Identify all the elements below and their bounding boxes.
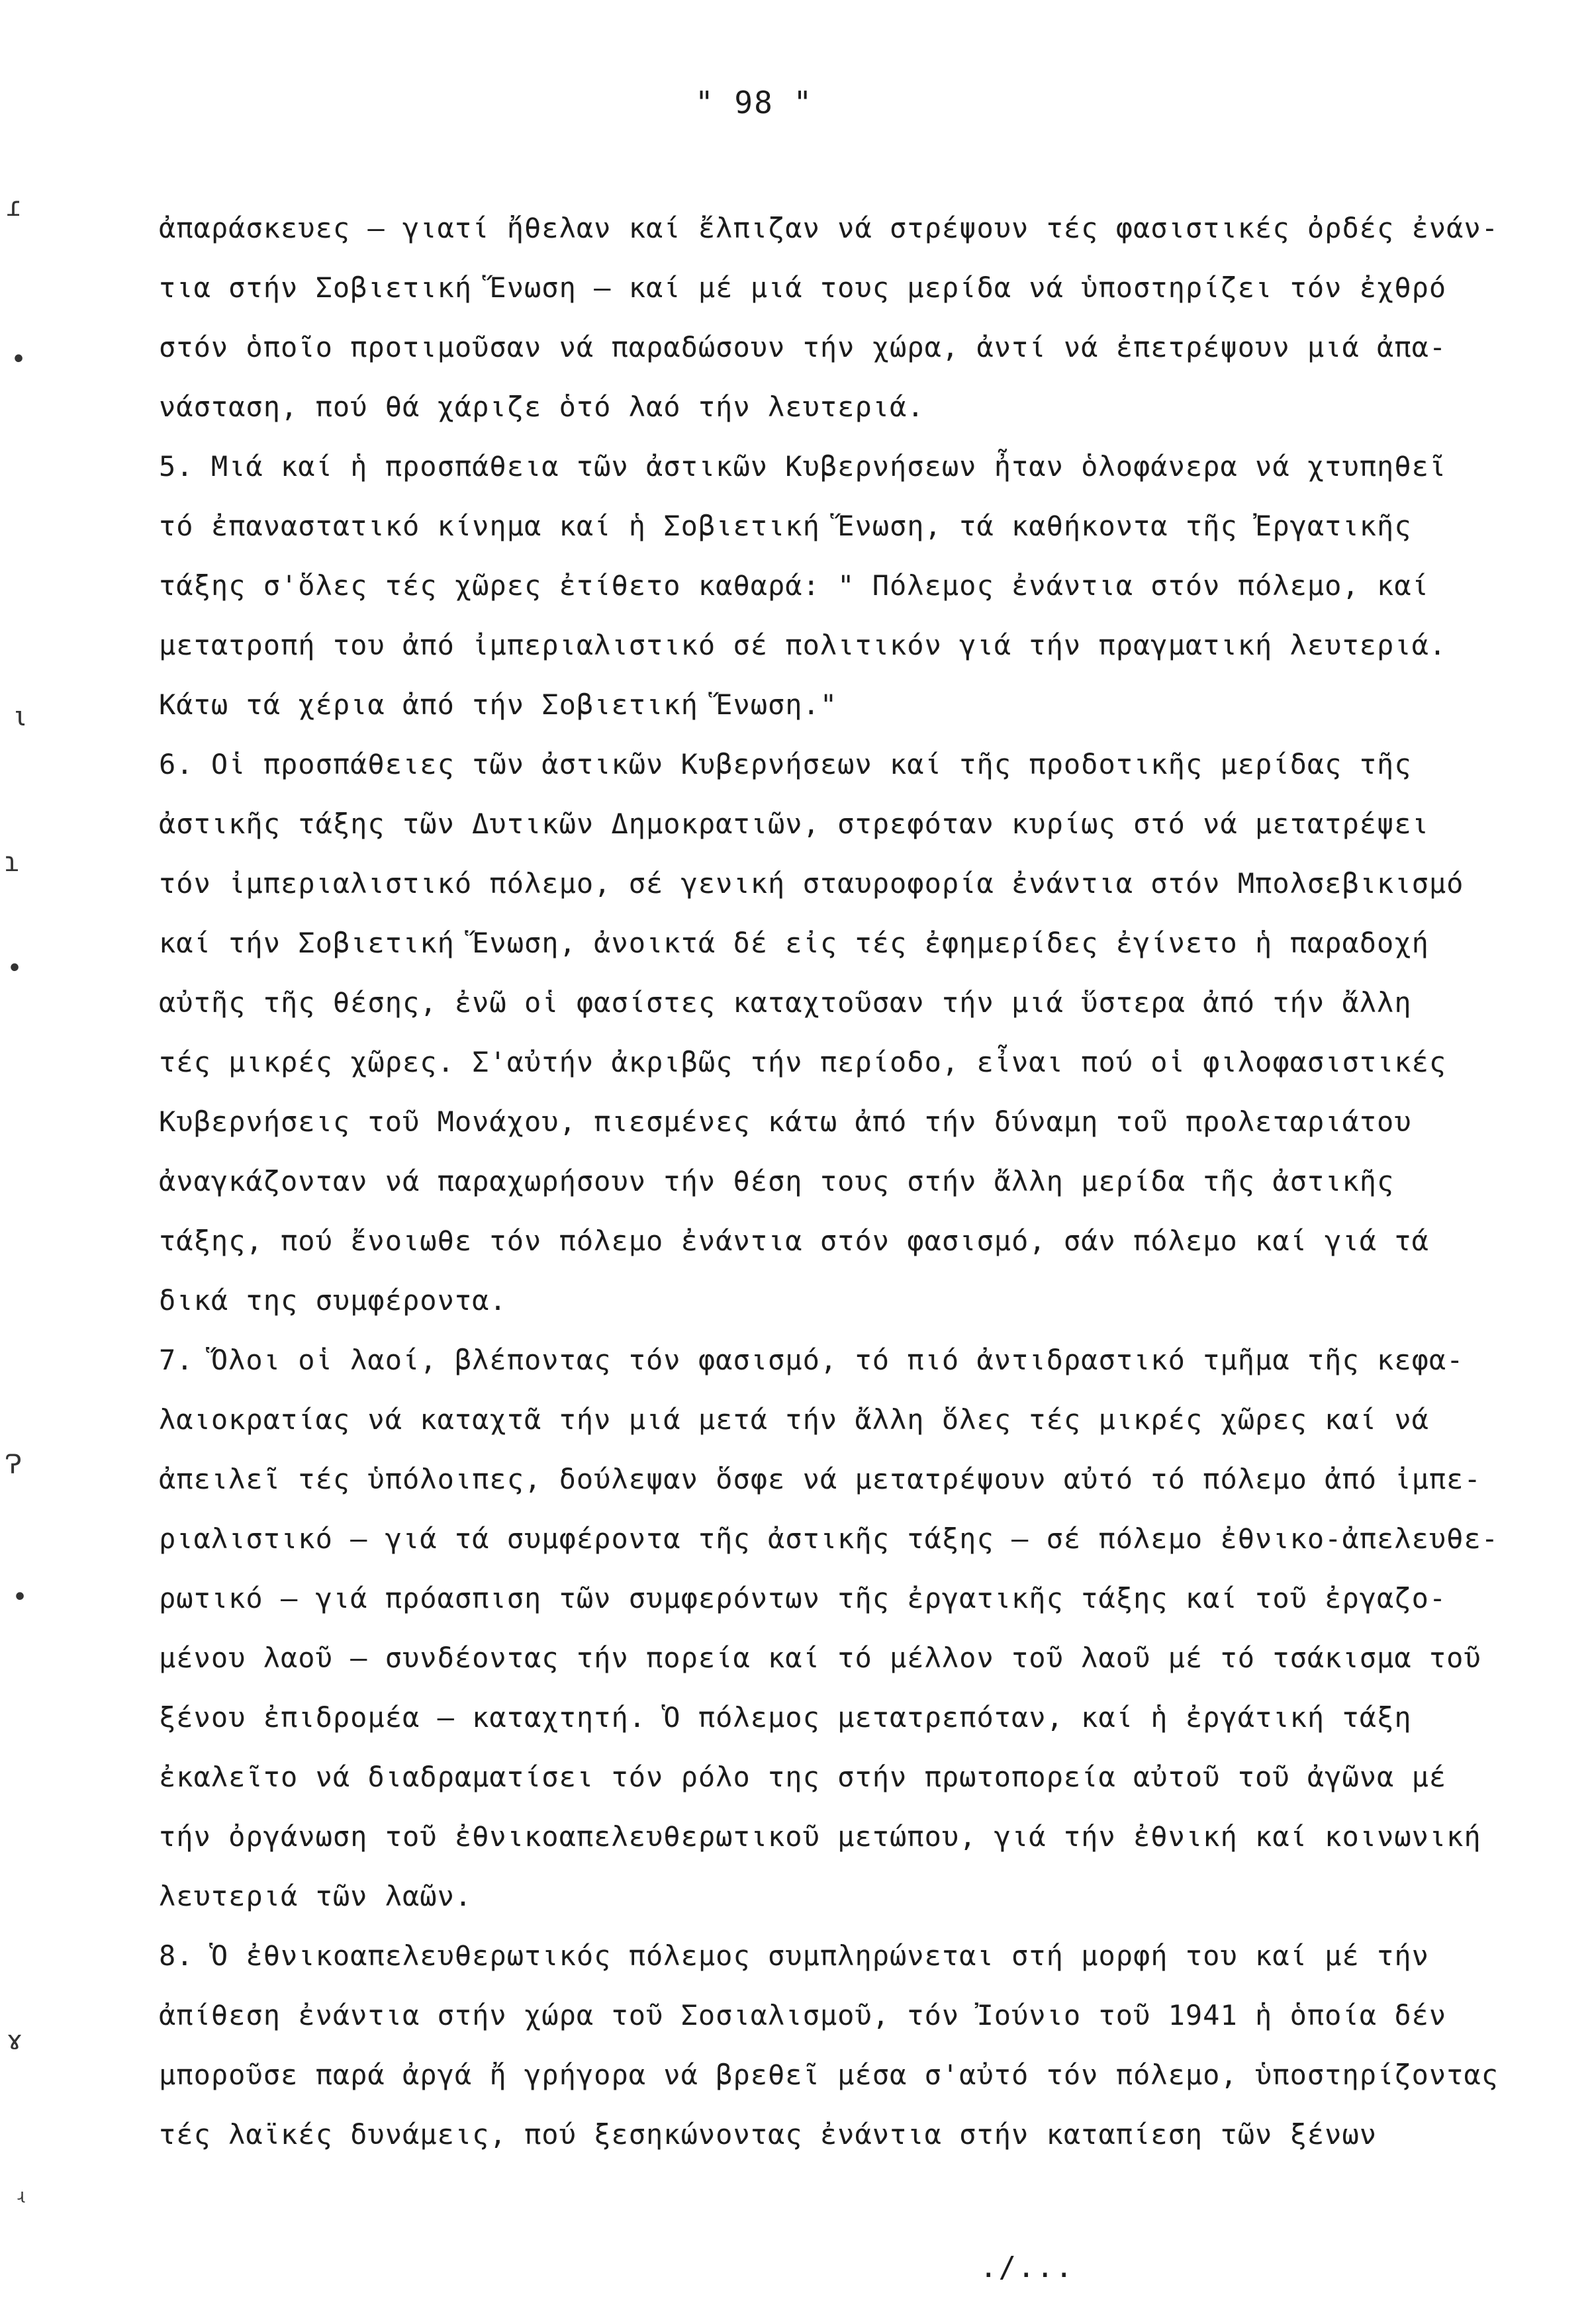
margin-mark: •	[7, 953, 23, 984]
margin-mark: ɤ	[7, 2025, 23, 2056]
text-line: νάσταση, πού θά χάριζε ὁτό λαό τήν λευτεριά.	[159, 391, 925, 423]
text-line: ἀστικῆς τάξης τῶν Δυτικῶν Δημοκρατιῶν, στρεφόταν κυρίως στό νά μετατρέψει	[159, 808, 1429, 840]
text-line: ἀπίθεση ἐνάντια στήν χώρα τοῦ Σοσιαλισμοῦ, τόν Ἰούνιο τοῦ 1941 ἡ ὁποία δέν	[159, 1999, 1447, 2031]
text-line: Κυβερνήσεις τοῦ Μονάχου, πιεσμένες κάτω ἀπό τήν δύναμη τοῦ προλεταριάτου	[159, 1105, 1412, 1138]
text-line: 7. Ὅλοι οἱ λαοί, βλέποντας τόν φασισμό, τό πιό ἀντιδραστικό τμῆμα τῆς κεφα-	[159, 1344, 1464, 1376]
text-line: ἀπειλεῖ τές ὑπόλοιπες, δούλεψαν ὅσφε νά μετατρέψουν αὐτό τό πόλεμο ἀπό ἰμπε-	[159, 1463, 1481, 1495]
margin-mark: ɾ	[5, 192, 22, 222]
text-line: 8. Ὁ ἐθνικοαπελευθερωτικός πόλεμος συμπληρώνεται στή μορφή του καί μέ τήν	[159, 1939, 1429, 1972]
margin-mark: ι	[12, 702, 28, 732]
text-line: τές λαϊκές δυνάμεις, πού ξεσηκώνοντας ἐνάντια στήν καταπίεση τῶν ξένων	[159, 2118, 1378, 2151]
margin-mark: •	[12, 1582, 28, 1612]
text-line: τές μικρές χῶρες. Σ'αὐτήν ἀκριβῶς τήν περίοδο, εἶναι πού οἱ φιλοφασιστικές	[159, 1046, 1447, 1078]
text-line: τό ἐπαναστατικό κίνημα καί ἡ Σοβιετική Ἕνωση, τά καθήκοντα τῆς Ἐργατικῆς	[159, 510, 1412, 542]
text-line: ρωτικό – γιά πρόασπιση τῶν συμφερόντων τῆς ἐργατικῆς τάξης καί τοῦ ἐργαζο-	[159, 1582, 1447, 1614]
continuation-mark: ./...	[980, 2251, 1074, 2284]
text-line: μετατροπή του ἀπό ἰμπεριαλιστικό σέ πολιτικόν γιά τήν πραγματική λευτεριά.	[159, 629, 1447, 661]
text-line: τάξης σ'ὅλες τές χῶρες ἐτίθετο καθαρά: " Πόλεμος ἐνάντια στόν πόλεμο, καί	[159, 569, 1429, 602]
body-text	[159, 199, 1509, 2164]
text-line: ἀναγκάζονταν νά παραχωρήσουν τήν θέση τους στήν ἄλλη μερίδα τῆς ἀστικῆς	[159, 1165, 1395, 1197]
text-line: λευτεριά τῶν λαῶν.	[159, 1880, 473, 1912]
text-line: μποροῦσε παρά ἀργά ἤ γρήγορα νά βρεθεῖ μέσα σ'αὐτό τόν πόλεμο, ὑποστηρίζοντας	[159, 2059, 1499, 2091]
text-line: τήν ὀργάνωση τοῦ ἐθνικοαπελευθερωτικοῦ μετώπου, γιά τήν ἐθνική καί κοινωνική	[159, 1820, 1481, 1853]
text-line: αὐτῆς τῆς θέσης, ἐνῶ οἱ φασίστες καταχτοῦσαν τήν μιά ὕστερα ἀπό τήν ἄλλη	[159, 986, 1412, 1019]
text-line: ἐκαλεῖτο νά διαδραματίσει τόν ρόλο της στήν πρωτοπορεία αὐτοῦ τοῦ ἀγῶνα μέ	[159, 1761, 1447, 1793]
margin-mark: ʵ	[13, 2184, 30, 2215]
text-line: τάξης, πού ἔνοιωθε τόν πόλεμο ἐνάντια στόν φασισμό, σάν πόλεμο καί γιά τά	[159, 1225, 1429, 1257]
text-line: ἀπαράσκευες – γιατί ἤθελαν καί ἔλπιζαν νά στρέψουν τές φασιστικές ὀρδές ἐνάν-	[159, 212, 1499, 244]
text-line: λαιοκρατίας νά καταχτᾶ τήν μιά μετά τήν ἄλλη ὅλες τές μικρές χῶρες καί νά	[159, 1403, 1429, 1436]
text-line: δικά της συμφέροντα.	[159, 1284, 507, 1317]
text-line: 5. Μιά καί ἡ προσπάθεια τῶν ἀστικῶν Κυβερνήσεων ἦταν ὁλοφάνερα νά χτυπηθεῖ	[159, 450, 1447, 483]
text-line: Κάτω τά χέρια ἀπό τήν Σοβιετική Ἕνωση."	[159, 688, 838, 721]
text-line: ριαλιστικό – γιά τά συμφέροντα τῆς ἀστικῆς τάξης – σέ πόλεμο ἐθνικο-ἀπελευθε-	[159, 1522, 1499, 1555]
text-line: καί τήν Σοβιετική Ἕνωση, ἀνοικτά δέ εἰς τές ἐφημερίδες ἐγίνετο ἡ παραδοχή	[159, 927, 1429, 959]
margin-mark: Ɂ	[5, 1450, 22, 1480]
margin-mark: •	[11, 344, 27, 375]
text-line: μένου λαοῦ – συνδέοντας τήν πορεία καί τό μέλλον τοῦ λαοῦ μέ τό τσάκισμα τοῦ	[159, 1642, 1481, 1674]
page-number: " 98 "	[695, 85, 814, 120]
margin-mark: ɿ	[4, 847, 21, 878]
text-line: στόν ὁποῖο προτιμοῦσαν νά παραδώσουν τήν χώρα, ἀντί νά ἐπετρέψουν μιά ἀπα-	[159, 331, 1447, 363]
text-line: τια στήν Σοβιετική Ἕνωση – καί μέ μιά τους μερίδα νά ὑποστηρίζει τόν ἐχθρό	[159, 271, 1447, 304]
text-line: ξένου ἐπιδρομέα – καταχτητή. Ὁ πόλεμος μετατρεπόταν, καί ἡ ἐργάτική τάξη	[159, 1701, 1412, 1734]
text-line: τόν ἰμπεριαλιστικό πόλεμο, σέ γενική σταυροφορία ἐνάντια στόν Μπολσεβικισμό	[159, 867, 1464, 900]
text-line: 6. Οἱ προσπάθειες τῶν ἀστικῶν Κυβερνήσεων καί τῆς προδοτικῆς μερίδας τῆς	[159, 748, 1412, 780]
